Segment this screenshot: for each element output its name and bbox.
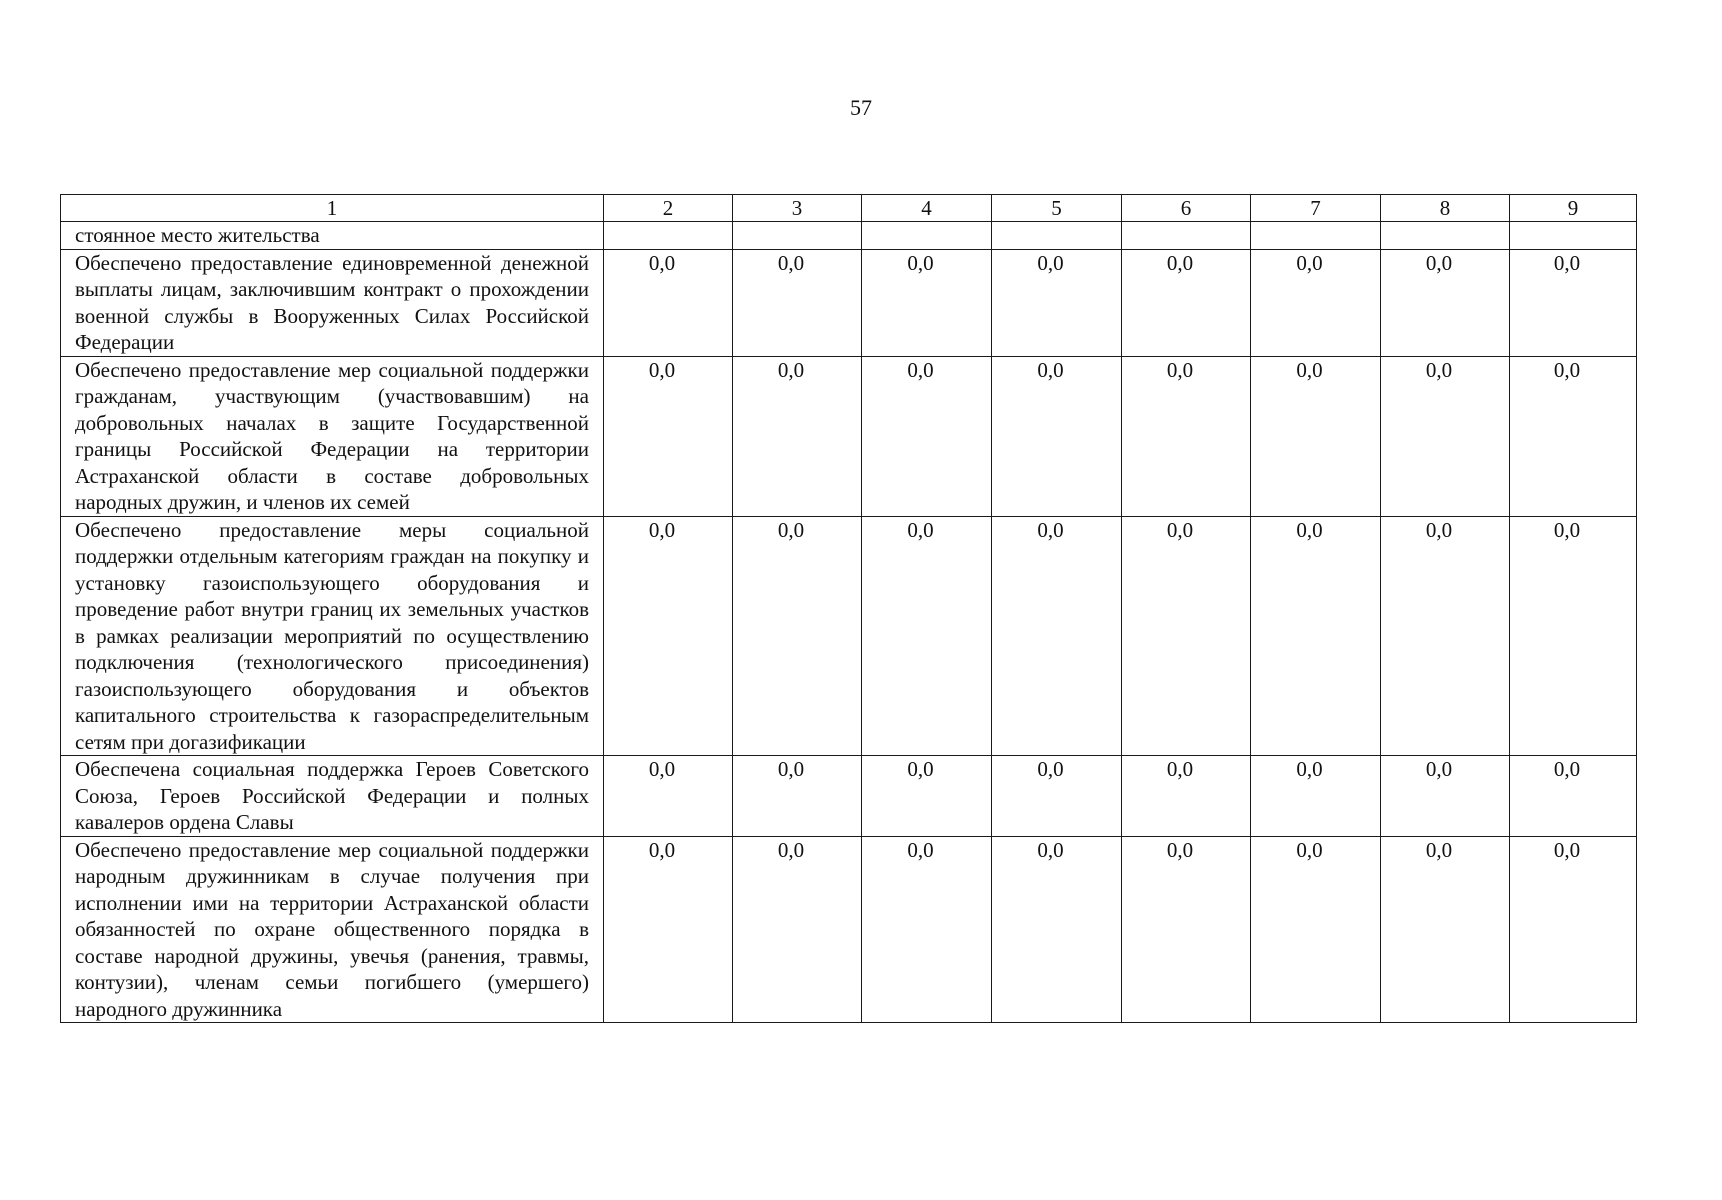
row-value: 0,0 bbox=[1251, 756, 1381, 837]
page-number: 57 bbox=[850, 95, 872, 120]
row-value: 0,0 bbox=[1122, 756, 1251, 837]
column-header: 8 bbox=[1381, 195, 1510, 222]
table-row bbox=[61, 249, 1637, 356]
row-value bbox=[733, 222, 862, 250]
row-value: 0,0 bbox=[862, 836, 992, 1023]
row-description: Обеспечено предоставление меры социальной поддержки отдельным категориям граждан на покупку и установку газоиспользующего оборудования и проведение работ внутри границ их земельных участков в рамках реализации мероприятий по осуществлению подключения (технологического присоединения) газоиспользующего оборудования и объектов капитального строительства к газораспределительным сетям при догазификации bbox=[61, 516, 604, 756]
row-value: 0,0 bbox=[1122, 249, 1251, 356]
row-value: 0,0 bbox=[1510, 249, 1637, 356]
row-description: стоянное место жительства bbox=[61, 222, 604, 250]
row-description: Обеспечено предоставление мер социальной поддержки народным дружинникам в случае получения при исполнении ими на территории Астраханской области обязанностей по охране общественного порядка в составе народной дружины, увечья (ранения, травмы, контузии), членам семьи погибшего (умершего) народного дружинника bbox=[61, 836, 604, 1023]
row-value: 0,0 bbox=[992, 356, 1122, 516]
row-value: 0,0 bbox=[992, 756, 1122, 837]
row-value bbox=[1251, 222, 1381, 250]
column-header: 9 bbox=[1510, 195, 1637, 222]
row-value: 0,0 bbox=[862, 516, 992, 756]
row-value bbox=[604, 222, 733, 250]
row-value: 0,0 bbox=[1381, 756, 1510, 837]
row-value: 0,0 bbox=[992, 516, 1122, 756]
row-value: 0,0 bbox=[1122, 356, 1251, 516]
row-value: 0,0 bbox=[1510, 836, 1637, 1023]
row-value: 0,0 bbox=[1510, 356, 1637, 516]
row-value: 0,0 bbox=[604, 249, 733, 356]
row-description: Обеспечено предоставление мер социальной поддержки гражданам, участвующим (участвовавшим) на добровольных началах в защите Государственной границы Российской Федерации на территории Астраханской области в составе добровольных народных дружин, и членов их семей bbox=[61, 356, 604, 516]
row-value: 0,0 bbox=[733, 356, 862, 516]
row-value: 0,0 bbox=[604, 516, 733, 756]
column-header: 3 bbox=[733, 195, 862, 222]
column-header: 7 bbox=[1251, 195, 1381, 222]
row-value bbox=[1510, 222, 1637, 250]
row-value: 0,0 bbox=[733, 249, 862, 356]
column-header: 1 bbox=[61, 195, 604, 222]
row-value: 0,0 bbox=[862, 249, 992, 356]
row-value: 0,0 bbox=[992, 249, 1122, 356]
row-value: 0,0 bbox=[1251, 356, 1381, 516]
column-header: 6 bbox=[1122, 195, 1251, 222]
row-value: 0,0 bbox=[992, 836, 1122, 1023]
row-value: 0,0 bbox=[733, 836, 862, 1023]
row-value: 0,0 bbox=[1122, 516, 1251, 756]
row-value: 0,0 bbox=[1251, 249, 1381, 356]
row-value: 0,0 bbox=[862, 756, 992, 837]
row-value bbox=[1122, 222, 1251, 250]
table-header-row bbox=[61, 195, 1637, 222]
row-value: 0,0 bbox=[1381, 356, 1510, 516]
column-header: 4 bbox=[862, 195, 992, 222]
row-value: 0,0 bbox=[733, 756, 862, 837]
row-description: Обеспечено предоставление единовременной денежной выплаты лицам, заключившим контракт о прохождении военной службы в Вооруженных Силах Российской Федерации bbox=[61, 249, 604, 356]
table-row bbox=[61, 222, 1637, 250]
row-description: Обеспечена социальная поддержка Героев Советского Союза, Героев Российской Федерации и полных кавалеров ордена Славы bbox=[61, 756, 604, 837]
table-row bbox=[61, 836, 1637, 1023]
row-value bbox=[992, 222, 1122, 250]
row-value: 0,0 bbox=[1381, 836, 1510, 1023]
table-row bbox=[61, 356, 1637, 516]
column-header: 5 bbox=[992, 195, 1122, 222]
row-value bbox=[1381, 222, 1510, 250]
table-row bbox=[61, 756, 1637, 837]
row-value: 0,0 bbox=[1381, 516, 1510, 756]
row-value: 0,0 bbox=[1510, 516, 1637, 756]
row-value: 0,0 bbox=[1510, 756, 1637, 837]
data-table bbox=[60, 194, 1637, 1023]
row-value: 0,0 bbox=[604, 836, 733, 1023]
row-value: 0,0 bbox=[733, 516, 862, 756]
column-header: 2 bbox=[604, 195, 733, 222]
row-value bbox=[862, 222, 992, 250]
row-value: 0,0 bbox=[862, 356, 992, 516]
row-value: 0,0 bbox=[1381, 249, 1510, 356]
row-value: 0,0 bbox=[1122, 836, 1251, 1023]
table-row bbox=[61, 516, 1637, 756]
row-value: 0,0 bbox=[1251, 836, 1381, 1023]
row-value: 0,0 bbox=[1251, 516, 1381, 756]
row-value: 0,0 bbox=[604, 356, 733, 516]
row-value: 0,0 bbox=[604, 756, 733, 837]
